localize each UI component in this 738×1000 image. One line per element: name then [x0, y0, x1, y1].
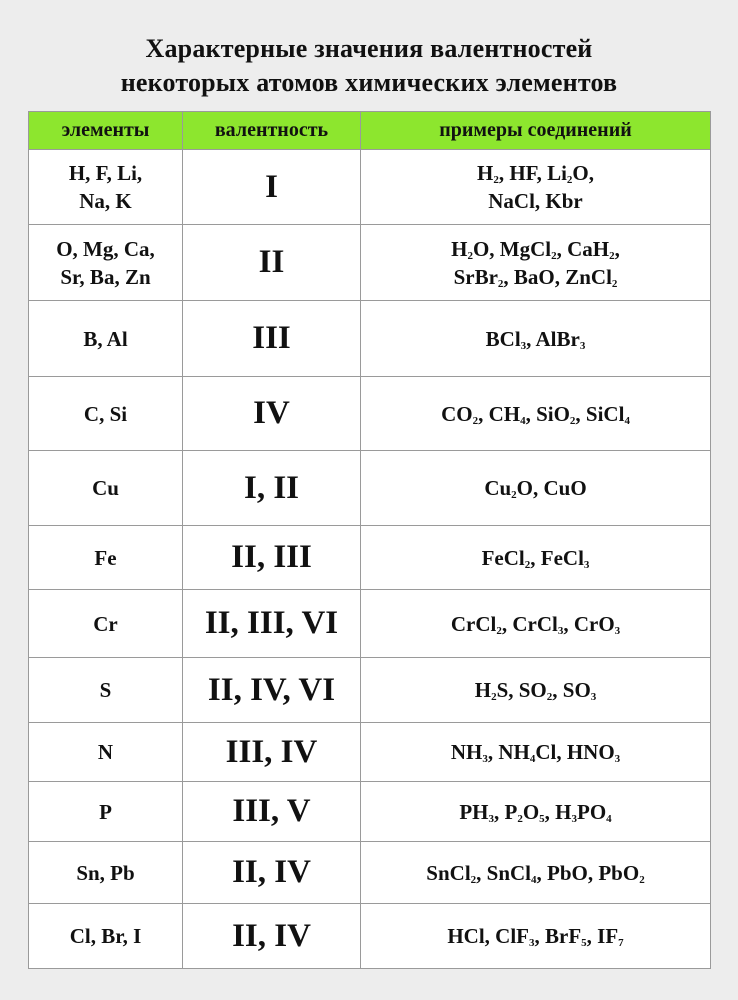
header-examples: примеры соединений [361, 112, 711, 150]
formula-line [365, 798, 706, 826]
formula-subscript: 2 [639, 873, 645, 886]
elements-line: N [97, 740, 114, 764]
formula-text: S, SO [496, 678, 547, 702]
elements-line: Cl, Br, I [69, 924, 142, 948]
formula-text: PH [459, 799, 489, 824]
formula-subscript: 3 [488, 812, 494, 825]
formula-line [365, 263, 706, 291]
formula-text: , SO [552, 678, 591, 702]
formula-line [365, 235, 706, 263]
formula-subscript: 4 [624, 414, 630, 427]
formula-token [497, 678, 553, 702]
formula-subscript: 3 [614, 753, 621, 765]
formula-text: H [474, 678, 492, 702]
table-row [29, 904, 711, 969]
elements-line: P [99, 799, 112, 824]
formula-token [473, 237, 557, 261]
formula-line [365, 738, 706, 766]
formula-text: O, CuO [516, 476, 587, 500]
elements-line: Sr, Ba, Zn [60, 264, 151, 289]
formula-line [365, 159, 706, 187]
cell-valence: II, IV, VI [183, 658, 361, 723]
formula-token [517, 476, 587, 500]
table-row [29, 590, 711, 658]
formula-subscript: 2 [609, 249, 615, 262]
formula-token [482, 546, 531, 570]
formula-line [365, 859, 706, 887]
formula-text: CrCl [450, 611, 497, 636]
formula-token [486, 327, 527, 351]
elements-line: H, F, Li, [68, 161, 143, 185]
formula-token [451, 740, 488, 764]
header-row [29, 112, 711, 150]
formula-text: , SiCl [575, 401, 625, 426]
formula-token [499, 161, 567, 185]
elements-line: Sn, Pb [76, 860, 135, 885]
cell-examples [361, 225, 711, 301]
header-elements: элементы [29, 112, 183, 150]
formula-token [488, 740, 536, 764]
formula-token [478, 402, 526, 426]
formula-text: O, [572, 161, 594, 185]
formula-token [615, 237, 620, 261]
formula-text: , PbO, PbO [536, 860, 640, 885]
formula-subscript: 2 [470, 873, 477, 886]
formula-token [523, 800, 545, 824]
formula-text: , AlBr [526, 326, 580, 351]
elements-line: Cu [92, 476, 119, 500]
elements-line: O, Mg, Ca, [56, 236, 155, 261]
cell-elements [29, 150, 183, 225]
cell-valence: II, IV [183, 842, 361, 904]
table-row [29, 225, 711, 301]
cell-examples [361, 150, 711, 225]
formula-token [557, 237, 615, 261]
cell-elements [29, 526, 183, 590]
formula-subscript: 3 [579, 339, 586, 352]
formula-subscript: 4 [531, 873, 537, 886]
cell-valence: II, IV [183, 904, 361, 969]
cell-elements [29, 377, 183, 451]
formula-token [545, 800, 577, 824]
formula-text: , HF, Li [498, 161, 567, 185]
formula-token [577, 800, 612, 824]
formula-token [477, 161, 499, 185]
formula-text: O [522, 799, 540, 824]
title-line-2: некоторых атомов химических элементов [120, 68, 618, 97]
formula-token [535, 924, 587, 948]
formula-token [503, 265, 617, 289]
formula-subscript: 2 [497, 277, 504, 290]
formula-token [447, 924, 534, 948]
formula-token [476, 861, 536, 885]
table-header [29, 112, 711, 150]
formula-subscript: 2 [551, 249, 557, 262]
formula-subscript: 4 [520, 414, 526, 427]
cell-examples [361, 842, 711, 904]
formula-text: PO [577, 799, 607, 824]
cell-elements [29, 904, 183, 969]
formula-subscript: 3 [571, 812, 577, 825]
formula-subscript: 5 [539, 812, 545, 825]
formula-subscript: 3 [520, 339, 527, 352]
formula-token [454, 265, 504, 289]
formula-subscript: 2 [491, 691, 497, 703]
cell-valence: II, III, VI [183, 590, 361, 658]
formula-token [451, 237, 473, 261]
formula-subscript: 2 [467, 249, 473, 262]
formula-token [484, 476, 516, 500]
formula-subscript: 2 [524, 558, 531, 571]
cell-elements [29, 451, 183, 526]
cell-examples [361, 723, 711, 782]
elements-line: Fe [94, 545, 117, 570]
formula-text: H [476, 161, 494, 185]
elements-line: Cr [93, 611, 118, 636]
formula-line [365, 187, 706, 215]
elements-line: Na, K [79, 189, 132, 213]
elements-line: C, Si [83, 401, 128, 426]
formula-subscript: 2 [496, 624, 502, 637]
formula-token [451, 612, 502, 636]
cell-elements [29, 590, 183, 658]
formula-text: H [451, 236, 468, 261]
formula-text: CO [441, 401, 473, 426]
formula-text: , P [493, 799, 518, 824]
formula-token [526, 402, 576, 426]
formula-text: NaCl, Kbr [488, 189, 583, 213]
formula-token [488, 189, 583, 213]
formula-text: SrBr [453, 264, 498, 289]
formula-subscript: 2 [546, 691, 553, 703]
formula-text: FeCl [481, 545, 525, 570]
formula-subscript: 4 [529, 753, 536, 765]
formula-line [365, 400, 706, 428]
formula-subscript: 2 [517, 812, 523, 825]
formula-subscript: 5 [581, 937, 587, 949]
formula-text: , SiO [525, 401, 570, 426]
page-title [0, 32, 738, 100]
formula-text: Cu [484, 476, 512, 500]
formula-subscript: 4 [606, 812, 612, 825]
formula-text: , BrF [534, 924, 582, 948]
elements-line: B, Al [83, 326, 128, 351]
table-row [29, 526, 711, 590]
cell-examples [361, 658, 711, 723]
formula-token [502, 612, 564, 636]
cell-elements [29, 782, 183, 842]
table-row [29, 723, 711, 782]
table-row [29, 451, 711, 526]
cell-examples [361, 782, 711, 842]
formula-subscript: 3 [590, 691, 597, 703]
formula-text: , CrCl [501, 611, 558, 636]
cell-elements [29, 225, 183, 301]
formula-token [530, 546, 589, 570]
formula-token [572, 161, 594, 185]
cell-examples [361, 377, 711, 451]
cell-valence: I, II [183, 451, 361, 526]
elements-line: S [99, 678, 112, 702]
formula-subscript: 2 [511, 489, 517, 501]
cell-valence: III, V [183, 782, 361, 842]
formula-text: , CH [478, 401, 521, 426]
formula-subscript: 3 [614, 624, 621, 637]
formula-text: BCl [485, 326, 521, 351]
formula-subscript: 2 [493, 174, 499, 186]
formula-subscript: 2 [569, 414, 576, 427]
formula-text: HCl, ClF [447, 924, 529, 948]
formula-subscript: 7 [618, 937, 624, 949]
cell-elements [29, 658, 183, 723]
formula-line [365, 325, 706, 353]
cell-elements [29, 301, 183, 377]
formula-line [365, 922, 706, 950]
formula-text: , H [544, 799, 572, 824]
formula-text: , NH [487, 740, 530, 764]
cell-valence: II, III [183, 526, 361, 590]
cell-elements [29, 723, 183, 782]
cell-valence: II [183, 225, 361, 301]
formula-text: , IF [586, 924, 619, 948]
table-row [29, 842, 711, 904]
cell-valence: IV [183, 377, 361, 451]
cell-examples [361, 590, 711, 658]
formula-text: , CrO [563, 611, 615, 636]
cell-elements [29, 842, 183, 904]
header-valence: валентность [183, 112, 361, 150]
formula-token [459, 800, 494, 824]
cell-valence: III [183, 301, 361, 377]
formula-text: SnCl [426, 860, 471, 885]
formula-text: Cl, HNO [535, 740, 615, 764]
formula-text: , [614, 236, 620, 261]
table-row [29, 301, 711, 377]
formula-token [441, 402, 478, 426]
cell-valence: I [183, 150, 361, 225]
formula-token [426, 861, 476, 885]
formula-token [563, 612, 620, 636]
table-row [29, 782, 711, 842]
cell-examples [361, 451, 711, 526]
formula-text: , BaO, ZnCl [503, 264, 612, 289]
formula-text: , SnCl [476, 860, 532, 885]
formula-token [526, 327, 585, 351]
formula-token [575, 402, 630, 426]
cell-examples [361, 526, 711, 590]
table-row [29, 150, 711, 225]
formula-subscript: 3 [529, 937, 535, 949]
formula-token [475, 678, 497, 702]
formula-text: NH [450, 740, 483, 764]
formula-subscript: 3 [557, 624, 564, 637]
formula-subscript: 3 [583, 558, 590, 571]
formula-token [537, 861, 645, 885]
table-body [29, 150, 711, 969]
table-row [29, 377, 711, 451]
formula-token [552, 678, 596, 702]
formula-token [494, 800, 523, 824]
formula-subscript: 3 [482, 753, 488, 765]
cell-valence: III, IV [183, 723, 361, 782]
formula-text: , FeCl [530, 545, 584, 570]
formula-line [365, 610, 706, 638]
formula-subscript: 2 [611, 277, 618, 290]
valence-table [28, 111, 711, 969]
formula-token [587, 924, 624, 948]
formula-line [365, 676, 706, 704]
formula-text: O, MgCl [472, 236, 552, 261]
formula-token [535, 740, 620, 764]
formula-line [365, 544, 706, 572]
cell-examples [361, 301, 711, 377]
cell-examples [361, 904, 711, 969]
formula-subscript: 2 [566, 174, 573, 186]
title-line-1: Характерные значения валентностей [145, 34, 593, 63]
table-row [29, 658, 711, 723]
formula-subscript: 2 [472, 414, 479, 427]
formula-line [365, 474, 706, 502]
formula-text: , CaH [556, 236, 610, 261]
